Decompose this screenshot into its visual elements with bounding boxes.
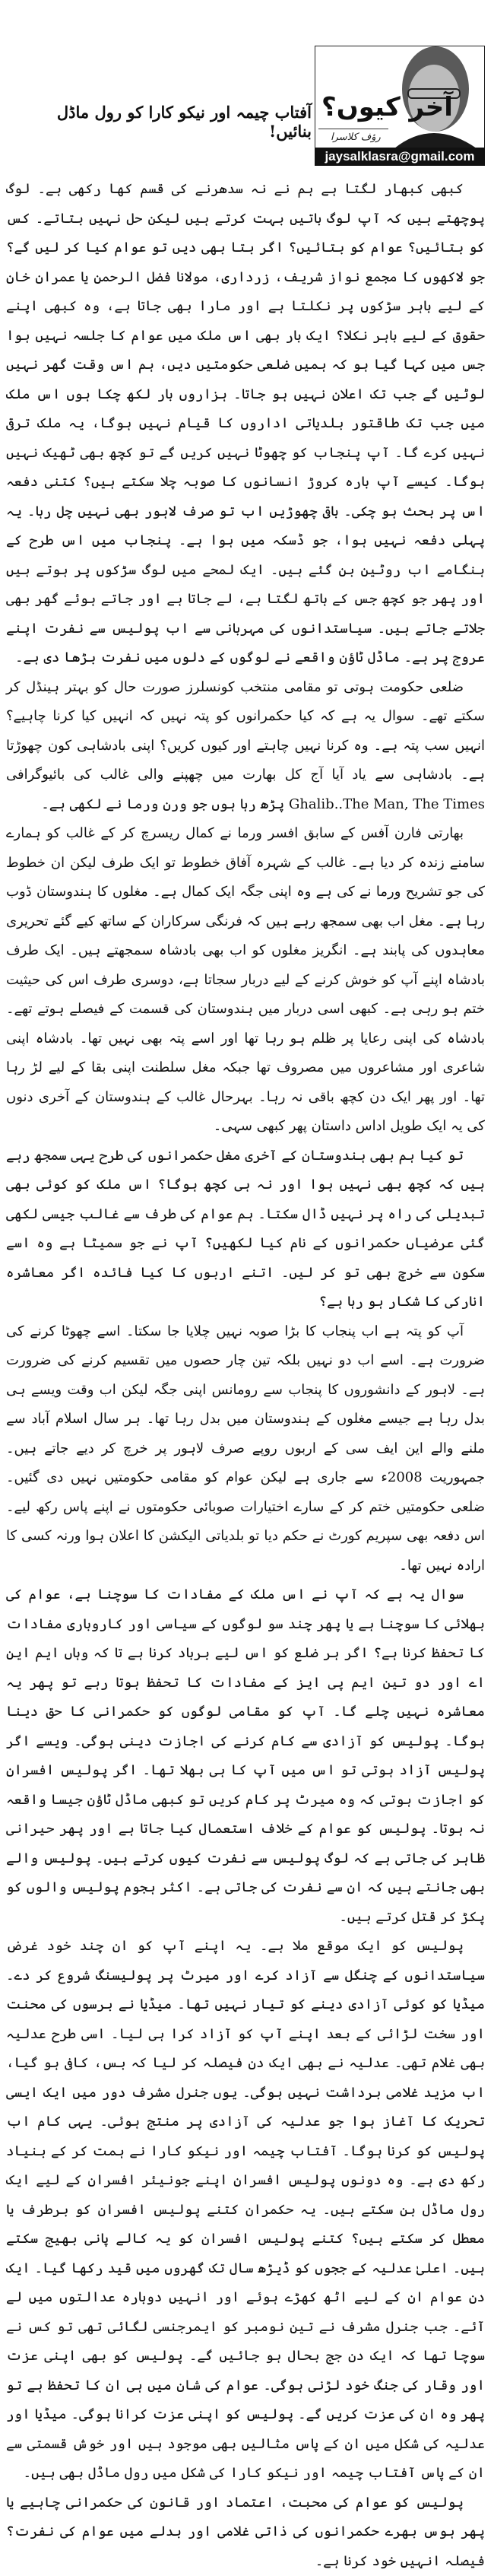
article-paragraph: تو کیا ہم بھی ہندوستان کے آخری مغل حکمرانوں کی طرح یہی سمجھ رہے ہیں کہ کچھ بھی نہیں ہوا اور نہ ہی کچھ ہوگا؟ اس ملک کو کوئی بھی تبدیلی کی راہ پر نہیں ڈال سکتا۔ ہم عوام کی طرف سے غالب جیسی لکھی گئی عرضیاں حکمرانوں کے نام کیا لکھیں؟ آپ نے جو سمیٹا ہے وہ اسے سکون سے خرچ بھی تو کر لیں۔ اتنے اربوں کا کیا فائدہ اگر معاشرہ انارکی کا شکار ہو رہا ہے؟ (6, 1142, 485, 1317)
article-paragraph: آپ کو پتہ ہے اب پنجاب کا بڑا صوبہ نہیں چلایا جا سکتا۔ اسے چھوٹا کرنے کی ضرورت ہے۔ اسے اب دو نہیں بلکہ تین چار حصوں میں تقسیم کرنے کی ضرورت ہے۔ لاہور کے دانشوروں کا پنجاب سے رومانس اپنی جگہ لیکن اب وقت ویسے ہی بدل رہا ہے جیسے مغلوں کے ہندوستان میں بدل رہا تھا۔ ہر سال اسلام آباد سے ملنے والے این ایف سی کے اربوں روپے صرف لاہور پر خرچ کر دیے جاتے ہیں۔ جمہوریت 2008ء سے جاری ہے لیکن عوام کو مقامی حکومتیں نہیں دی گئیں۔ ضلعی حکومتیں ختم کر کے سارے اختیارات صوبائی حکومتوں نے اپنے پاس رکھ لیے۔ اس دفعہ بھی سپریم کورٹ نے حکم دیا تو بلدیاتی الیکشن کا اعلان ہوا ورنہ کسی کا ارادہ نہیں تھا۔ (6, 1317, 485, 1581)
column-logo-title: آخر کیوں؟ (321, 92, 453, 122)
article-paragraph: پولیس کو ایک موقع ملا ہے۔ یہ اپنے آپ کو ان چند خود غرض سیاستدانوں کے چنگل سے آزاد کرے اور میرٹ پر پولیسنگ شروع کر دے۔ میڈیا کو کوئی آزادی دینے کو تیار نہیں تھا۔ میڈیا نے برسوں کی محنت اور سخت لڑائی کے بعد اپنے آپ کو آزاد کرا ہی لیا۔ اسی طرح عدلیہ بھی غلام تھی۔ عدلیہ نے بھی ایک دن فیصلہ کر لیا کہ بس، کافی ہو گیا، اب مزید غلامی برداشت نہیں ہوگی۔ یوں جنرل مشرف دور میں ایک ایسی تحریک کا آغاز ہوا جو عدلیہ کی آزادی پر منتج ہوئی۔ یہی کام اب پولیس کو کرنا ہوگا۔ آفتاب چیمہ اور نیکو کارا نے ہمت کر کے بنیاد رکھ دی ہے۔ وہ دونوں پولیس افسران اپنے جونیئر افسران کے لیے ایک رول ماڈل بن سکتے ہیں۔ یہ حکمران کتنے پولیس افسران کو برطرف یا معطل کر سکتے ہیں؟ کتنے پولیس افسران کو یہ کالے پانی بھیج سکتے ہیں۔ اعلیٰ عدلیہ کے ججوں کو ڈیڑھ سال تک گھروں میں قید رکھا گیا۔ ایک دن عوام ان کے لیے اٹھ کھڑے ہوئے اور انہیں دوبارہ عدالتوں میں لے آئے۔ جب جنرل مشرف نے تین نومبر کو ایمرجنسی لگائی تھی تو کس نے سوچا تھا کہ ایک دن جج بحال ہو جائیں گے۔ پولیس کو بھی اپنی عزت اور وقار کی جنگ خود لڑنی ہوگی۔ عوام کی شان میں ہی ان کا تحفظ ہے تو پھر وہ ان کی عزت کریں گے۔ پولیس کو اپنی عزت کرانا ہوگی۔ میڈیا اور عدلیہ کی شکل میں ان کے پاس مثالیں بھی موجود ہیں اور خوش قسمتی سے ان کے پاس آفتاب چیمہ اور نیکو کارا کی شکل میں رول ماڈل بھی ہیں۔ (6, 1932, 485, 2489)
author-byline: رؤف کلاسرا (331, 132, 381, 143)
article-paragraph: ضلعی حکومت ہوتی تو مقامی منتخب کونسلرز صورت حال کو بہتر ہینڈل کر سکتے تھے۔ سوال یہ ہے کہ کیا حکمرانوں کو پتہ نہیں کہ انہیں کیا کرنا چاہیے؟ انہیں سب پتہ ہے۔ وہ کرنا نہیں چاہتے اور کیوں کریں؟ اپنی بادشاہی کون چھوڑتا ہے۔ بادشاہی سے یاد آیا آج کل بھارت میں چھپنے والی غالب کی بائیوگرافی Ghalib..The Man, The Times پڑھ رہا ہوں جو ورن ورما نے لکھی ہے۔ (6, 673, 485, 820)
column-logo-box (315, 46, 485, 148)
article-paragraph: کبھی کبھار لگتا ہے ہم نے نہ سدھرنے کی قسم کھا رکھی ہے۔ لوگ پوچھتے ہیں کہ آپ لوگ باتیں بہت کرتے ہیں لیکن حل نہیں بتاتے۔ کس کو بتائیں؟ عوام کو بتائیں؟ اگر بتا بھی دیں تو عوام کیا کر لیں گے؟ جو لاکھوں کا مجمع نواز شریف، زرداری، مولانا فضل الرحمن یا عمران خان کے لیے باہر سڑکوں پر نکلتا ہے اور مارا بھی جاتا ہے، وہ کبھی اپنے حقوق کے لیے باہر نکلا؟ ایک بار بھی اس ملک میں عوام کا جلسہ نہیں ہوا جس میں کہا گیا ہو کہ ہمیں ضلعی حکومتیں دیں، ہم اس وقت گھر نہیں لوٹیں گے جب تک اعلان نہیں ہو جاتا۔ ہزاروں بار لکھ چکا ہوں اس ملک میں جب تک طاقتور بلدیاتی اداروں کا قیام نہیں ہوگا، یہ ملک ترقی نہیں کرے گا۔ آپ پنجاب کو چھوٹا نہیں کریں گے تو کچھ بھی ٹھیک نہیں ہوگا۔ کیسے آپ بارہ کروڑ انسانوں کا صوبہ چلا سکتے ہیں؟ کتنی دفعہ اس پر بحث ہو چکی۔ باقی چھوڑیں اب تو صرف لاہور بھی نہیں چل رہا۔ یہ پہلی دفعہ نہیں ہوا، جو ڈسکہ میں ہوا ہے۔ پنجاب میں اس طرح کے ہنگامے اب روٹین بن گئے ہیں۔ ایک لمحے میں لوگ سڑکوں پر ہوتے ہیں اور پھر جو کچھ جس کے ہاتھ لگتا ہے، لے جاتا ہے اور جاتے ہوئے گھر بھی جلاتے جاتے ہیں۔ سیاستدانوں کی مہربانی سے اب پولیس سے نفرت اپنے عروج پر ہے۔ ماڈل ٹاؤن واقعے نے لوگوں کے دلوں میں نفرت بڑھا دی ہے۔ (6, 175, 485, 673)
author-email[interactable]: jaysalklasra@gmail.com (315, 148, 485, 166)
article-headline: آفتاب چیمہ اور نیکو کارا کو رول ماڈل بنائیں! (15, 103, 312, 141)
article-paragraph: سوال یہ ہے کہ آپ نے اس ملک کے مفادات کا سوچنا ہے، عوام کی بھلائی کا سوچنا ہے یا پھر چند سو لوگوں کے سیاسی اور کاروباری مفادات کا تحفظ کرنا ہے؟ اگر ہر ضلع کو اس لیے برباد کرنا ہے تا کہ وہاں ایم این اے اور دو تین ایم پی ایز کے مفادات کا تحفظ ہوتا رہے تو پھر یہ معاشرہ نہیں چلے گا۔ آپ کو مقامی لوگوں کو حکمرانی کا حق دینا ہوگا۔ پولیس کو آزادی سے کام کرنے کی اجازت دینی ہوگی۔ ویسے اگر پولیس آزاد ہوتی تو اس میں آپ کا ہی بھلا تھا۔ اگر پولیس افسران کو اجازت ہوتی کہ وہ میرٹ پر کام کریں تو کبھی ماڈل ٹاؤن جیسا واقعہ نہ ہوتا۔ پولیس کو عوام کے خلاف استعمال کیا جاتا ہے اور پھر حیرانی ظاہر کی جاتی ہے کہ لوگ پولیس سے نفرت کیوں کرتے ہیں۔ پولیس والے بھی جانتے ہیں کہ ان سے نفرت کی جاتی ہے۔ اکثر ہجوم پولیس والوں کو پکڑ کر قتل کرتے ہیں۔ (6, 1580, 485, 1932)
article-paragraph: بھارتی فارن آفس کے سابق افسر ورما نے کمال ریسرچ کر کے غالب کو ہمارے سامنے زندہ کر دیا ہے۔ غالب کے شہرہ آفاق خطوط تو ایک طرف لیکن ان خطوط کی جو تشریح ورما نے کی ہے وہ اپنی جگہ ایک کمال ہے۔ مغلوں کا ہندوستان ڈوب رہا ہے۔ مغل اب بھی سمجھ رہے ہیں کہ فرنگی سرکاران کے ساتھ کیے گئے تحریری معاہدوں کی پابند ہے۔ انگریز مغلوں کو اب بھی بادشاہ سمجھتے ہیں۔ ایک طرف بادشاہ اپنے آپ کو خوش کرنے کے لیے دربار سجاتا ہے، دوسری طرف اس کی حیثیت ختم ہو رہی ہے۔ کبھی اسی دربار میں ہندوستان کی قسمت کے فیصلے ہوتے تھے۔ بادشاہ کی اپنی رعایا پر ظلم ہو رہا تھا اور اسے پتہ بھی نہیں تھا۔ بادشاہ اپنی شاعری اور مشاعروں میں مصروف تھا جبکہ مغل سلطنت اپنی بقا کے لیے لڑ رہا تھا۔ اور پھر ایک دن کچھ باقی نہ رہا۔ بہرحال غالب کے ہندوستان کے آخری دنوں کی یہ ایک طویل اداس داستان پھر کبھی سہی۔ (6, 819, 485, 1142)
article-paragraph: پولیس کو عوام کی محبت، اعتماد اور قانون کی حکمرانی چاہیے یا پھر ہوس بھرے حکمرانوں کی ذاتی غلامی اور بدلے میں عوام کی نفرت؟ فیصلہ انہیں خود کرنا ہے۔ (6, 2489, 485, 2576)
article-body (6, 175, 485, 2576)
